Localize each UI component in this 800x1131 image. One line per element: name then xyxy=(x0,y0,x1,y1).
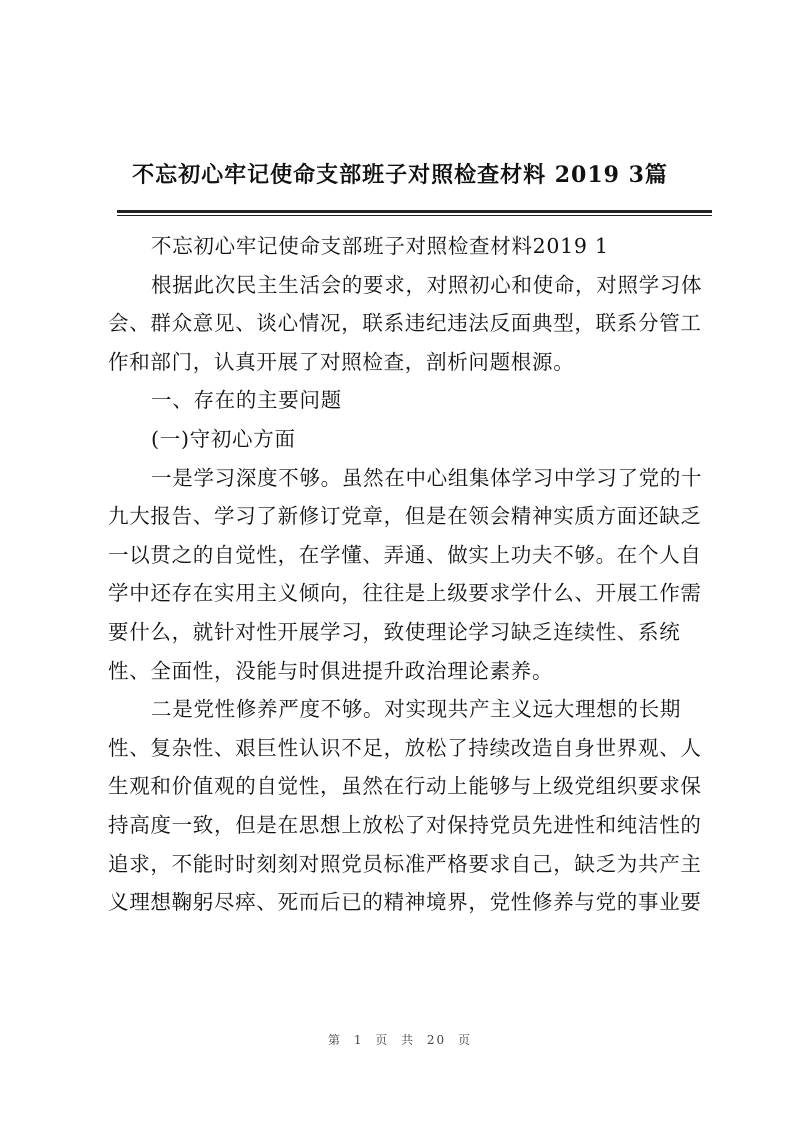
section-heading: 一、存在的主要问题 xyxy=(151,388,342,413)
intro-paragraph: 根据此次民主生活会的要求，对照初心和使命，对照学习体会、群众意见、谈心情况，联系违纪违法反面典型，联系分管工作和部门，认真开展了对照检查，剖析问题根源。 xyxy=(108,272,703,374)
title-divider-thin xyxy=(117,215,712,216)
title-divider-thick xyxy=(117,210,712,213)
subsection-heading: (一)守初心方面 xyxy=(151,426,296,451)
subtitle-paragraph: 不忘初心牢记使命支部班子对照检查材料2019 1 xyxy=(151,234,609,258)
page-number-footer: 第 1 页 共 20 页 xyxy=(328,1033,472,1047)
body-paragraph: 一是学习深度不够。虽然在中心组集体学习中学习了党的十九大报告、学习了新修订党章，但是在领会精神实质方面还缺乏一以贯之的自觉性，在学懂、弄通、做实上功夫不够。在个人自学中还存在实用主义倾向，往往是上级要求学什么、开展工作需要什么，就针对性开展学习，致使理论学习缺乏连续性、系统性、全面性，没能与时俱进提升政治理论素养。 xyxy=(108,465,703,683)
body-paragraph: 二是党性修养严度不够。对实现共产主义远大理想的长期性、复杂性、艰巨性认识不足，放松了持续改造自身世界观、人生观和价值观的自觉性，虽然在行动上能够与上级党组织要求保持高度一致，但是在思想上放松了对保持党员先进性和纯洁性的追求，不能时时刻刻对照党员标准严格要求自己，缺乏为共产主义理想鞠躬尽瘁、死而后已的精神境界，党性修养与党的事业要 xyxy=(108,697,702,915)
document-body xyxy=(108,227,714,922)
page-title: 不忘初心牢记使命支部班子对照检查材料 2019 3篇 xyxy=(132,162,668,188)
